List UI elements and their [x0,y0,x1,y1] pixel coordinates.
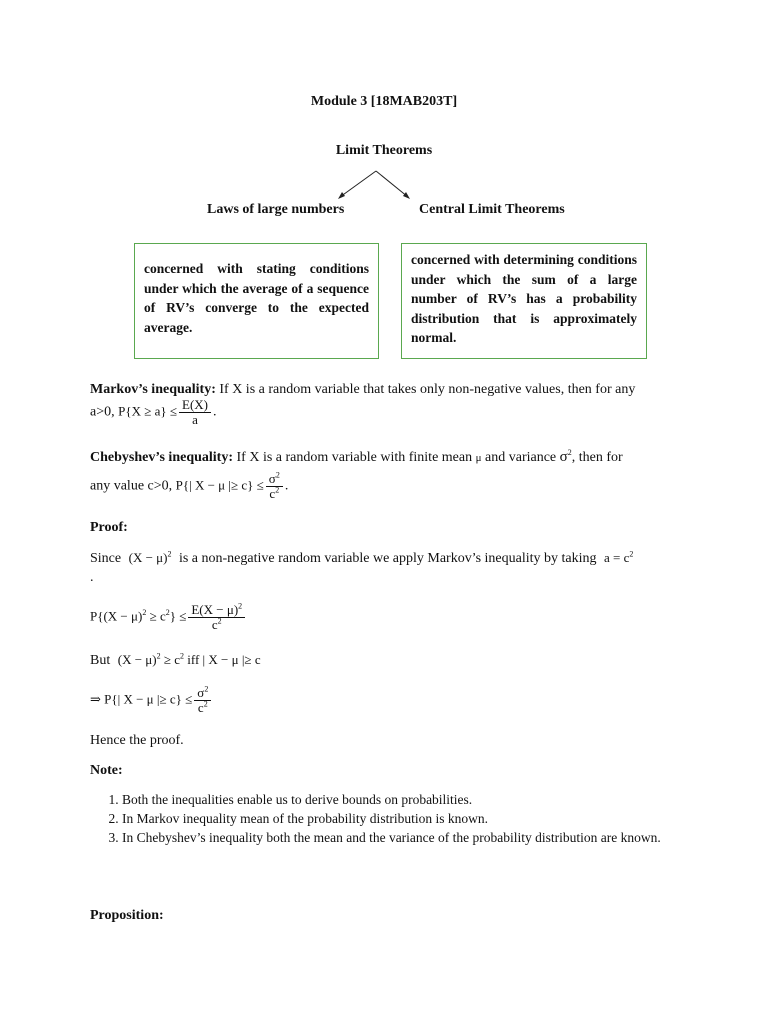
proof-since-line [90,550,633,567]
markov-formula [90,398,217,427]
note-item: 3. In Chebyshev’s inequality both the mean and the variance of the probability distribution are known. [122,828,690,847]
proof-but-line [90,652,261,669]
since-dot: . [90,570,94,585]
markov-lhs: P{X ≥ a} ≤ [118,403,177,419]
chebyshev-text-d: any value c>0, [90,478,173,494]
chebyshev-text-b: and variance [485,450,557,465]
but-expression: $(X - \mu)^2 \ge c^2$ iff | X − μ |≥ c [117,651,261,667]
markov-condition: a>0, [90,404,115,420]
chebyshev-fraction [266,472,283,501]
chebyshev-denominator: $c^2$ [269,485,280,501]
implies-fraction [194,686,211,715]
chebyshev-paragraph [90,449,623,466]
arrow-left [340,171,376,197]
chebyshev-end: . [284,478,289,494]
branch-left-label: Laws of large numbers [207,202,345,217]
diagram-arrows [330,168,420,204]
laws-description-text: concerned with stating conditions under which the average of a sequence of RV’s converge to the expected average. [144,261,369,335]
mu-symbol: μ [475,452,482,464]
implies-denominator: $c^2$ [197,699,208,715]
markov-end: . [213,404,217,420]
note-list-container [90,790,690,847]
step1-fraction [188,603,245,632]
note-item: 1. Both the inequalities enable us to derive bounds on probabilities. [122,790,690,809]
note-item: 2. In Markov inequality mean of the probability distribution is known. [122,809,690,828]
chebyshev-text-a: If X is a random variable with finite mean [236,450,473,465]
implies-numerator: $\sigma^2$ [194,686,211,701]
note-heading: Note: [90,763,123,778]
arrowhead-left-icon [338,192,345,199]
clt-description-text: concerned with determining conditions under which the sum of a large number of RV’s has a probability distribution that is approximately normal. [411,252,637,345]
step1-denominator: $c^2$ [211,616,222,632]
since-text-a: Since [90,551,122,566]
branch-right-label: Central Limit Theorems [419,202,565,217]
chebyshev-heading: Chebyshev’s inequality: [90,450,234,465]
since-expression: $(X - \mu)^2$ [128,549,172,565]
proof-heading: Proof: [90,520,128,535]
markov-fraction [179,398,211,427]
chebyshev-numerator: $\sigma^2$ [266,472,283,487]
proof-step1: $P\{(X - \mu)^2 \ge c^2\}$ ≤ $\frac{E(X - \mu)^2}{c^2}$ [90,603,247,632]
proof-implies-line: ⇒ P{| X − μ |≥ c} ≤ $\frac{\sigma^2}{c^2}$ [90,686,213,715]
page-title: Module 3 [18MAB203T] [310,94,458,109]
markov-paragraph [90,380,690,399]
markov-numerator: E(X) [179,398,211,413]
chebyshev-lhs: P{| X − μ |≥ c} ≤ [175,477,264,493]
diagram-root: Limit Theorems [335,143,433,158]
chebyshev-formula [90,472,288,501]
note-list [90,790,690,847]
since-take: $a = c^2$ [604,549,634,565]
laws-description-box [134,243,379,359]
proposition-heading: Proposition: [90,908,164,923]
hence-text: Hence the proof. [90,733,184,748]
chebyshev-text-c: , then for [571,450,623,465]
clt-description-box [401,243,647,359]
markov-denominator: a [192,412,198,427]
markov-heading: Markov’s inequality: [90,382,216,397]
step1-numerator: $E(X - \mu)^2$ [188,603,245,618]
markov-text: If X is a random variable that takes only non-negative values, then for any [219,382,636,397]
since-text-b: is a non-negative random variable we apply Markov’s inequality by taking [178,551,597,566]
sigma-symbol: $\sigma^2$ [559,448,572,465]
arrowhead-right-icon [403,192,410,199]
arrow-right [376,171,408,197]
but-text: But [90,653,111,668]
